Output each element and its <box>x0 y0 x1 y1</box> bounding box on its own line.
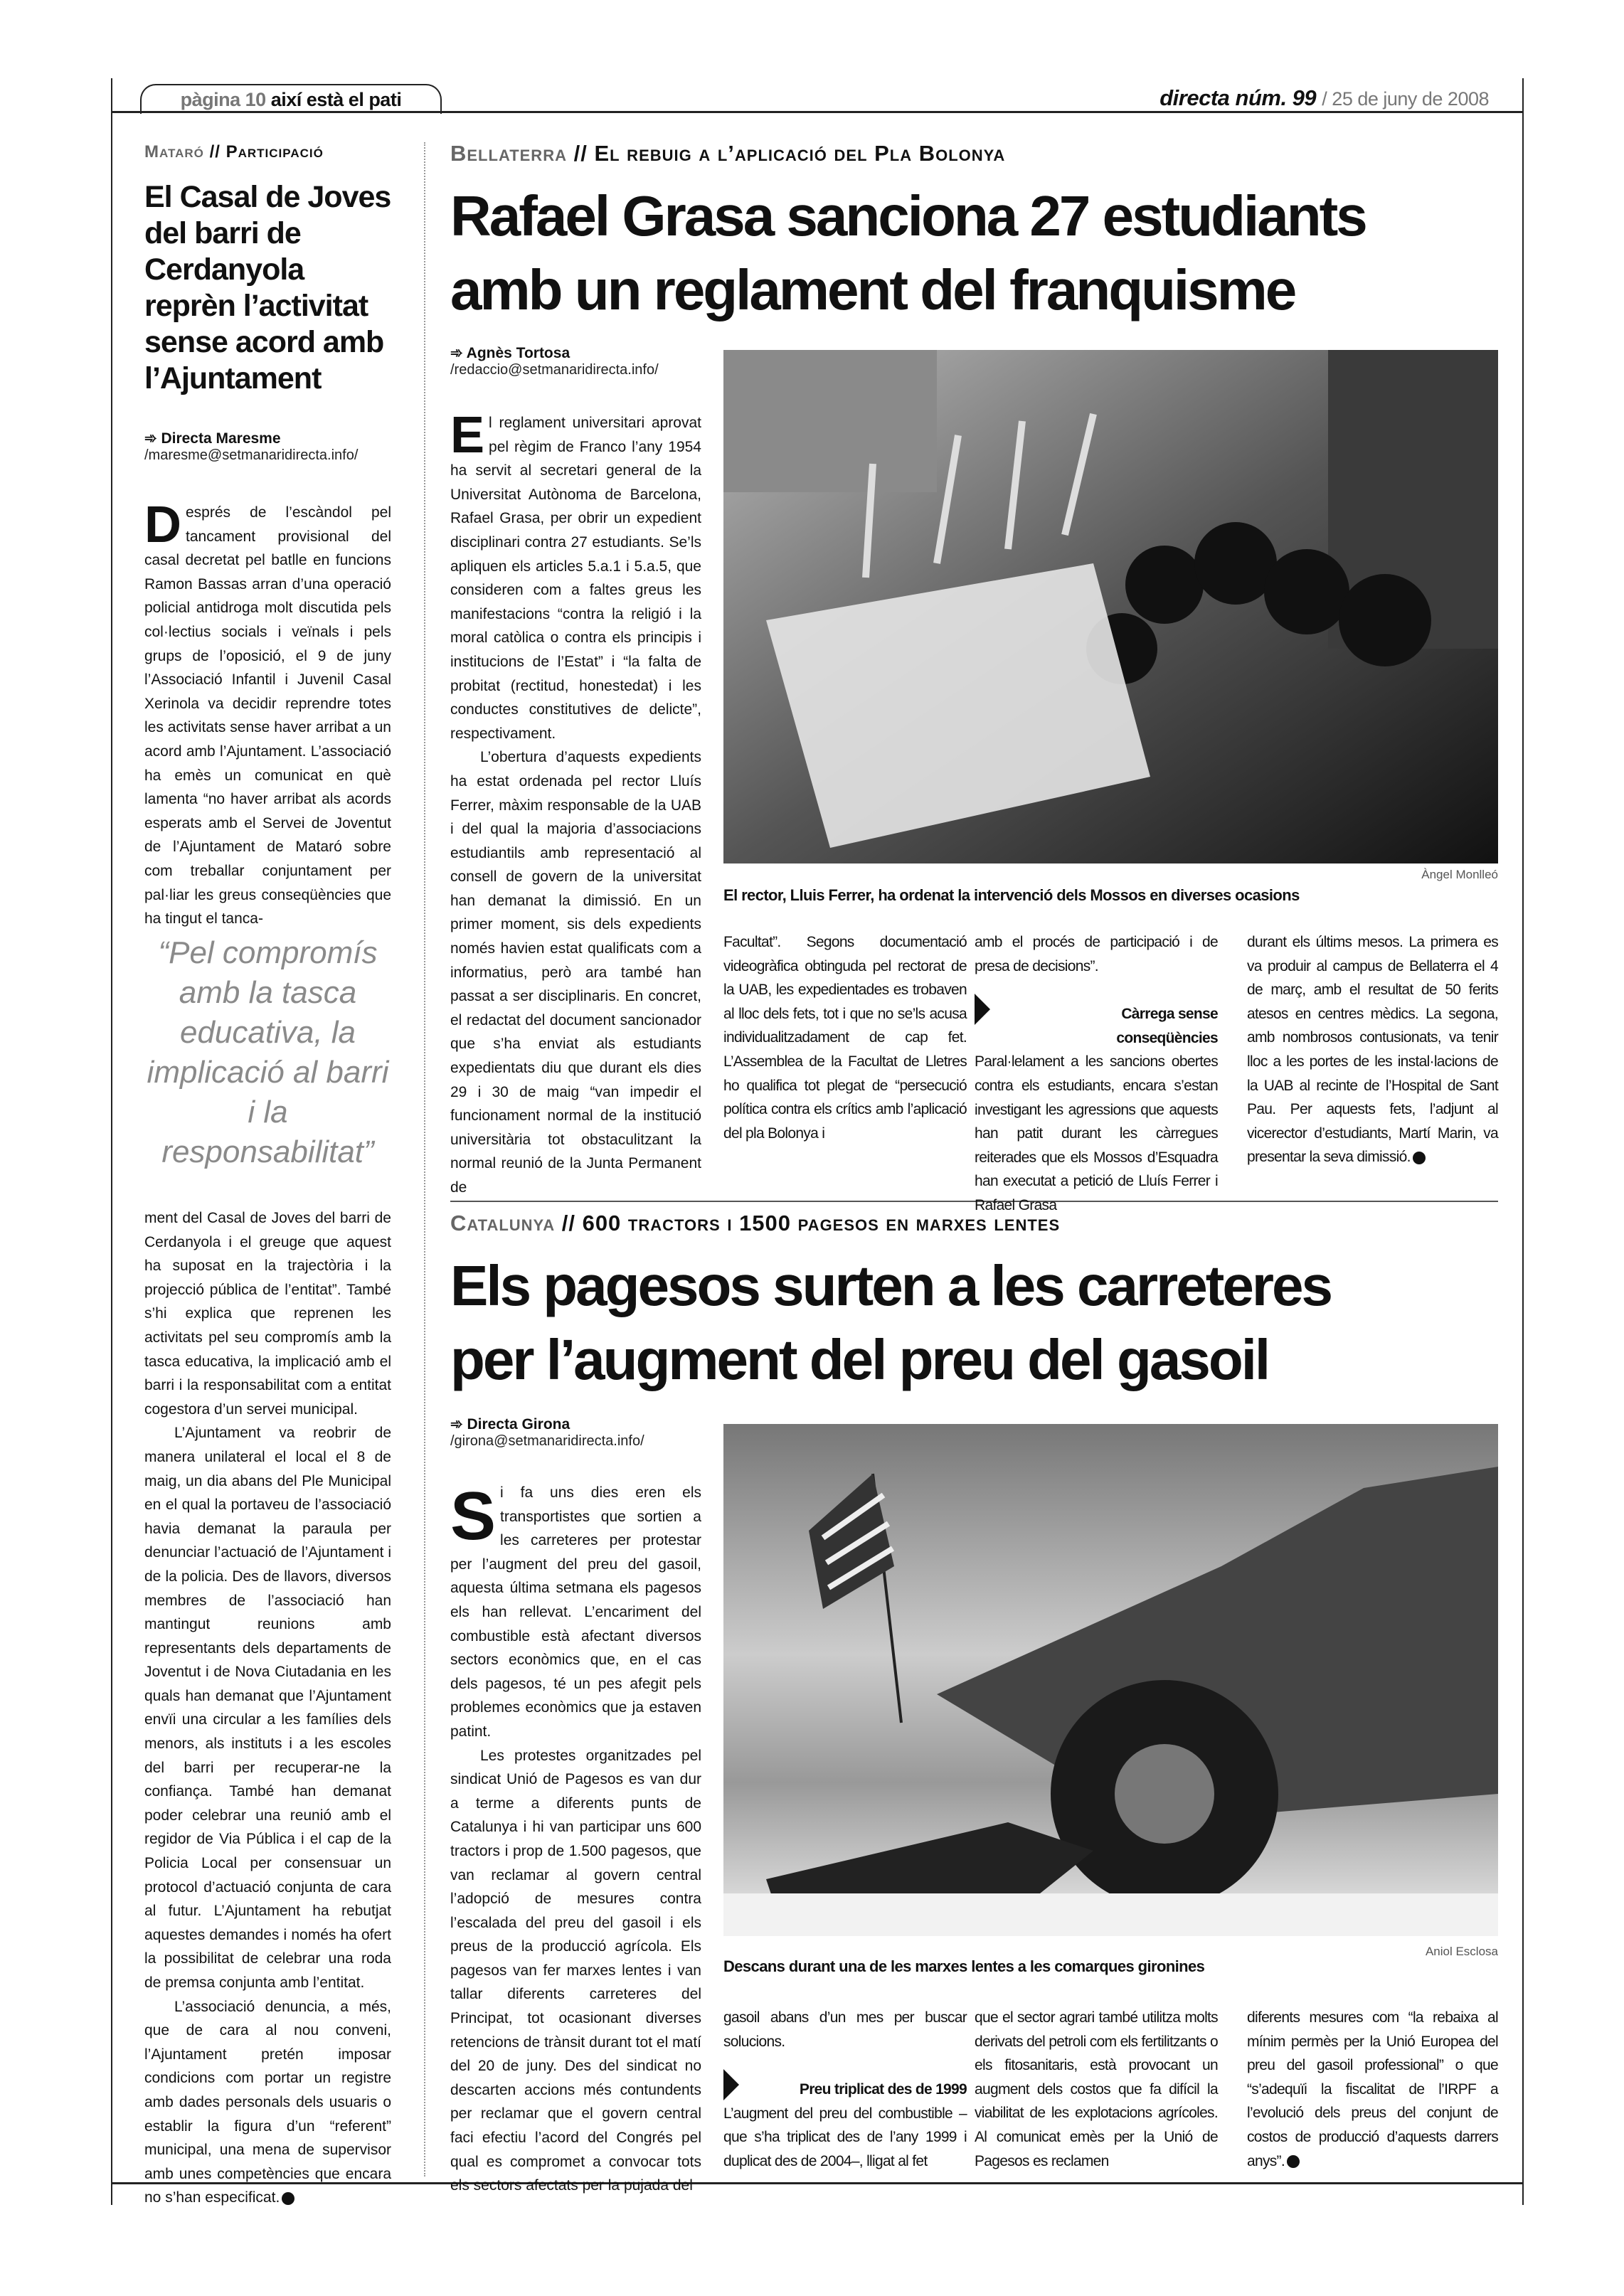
subheading <box>723 2078 967 2102</box>
paragraph: ment del Casal de Joves del barri de Cerdanyola i el greuge que aquest ha suposat en la trajectòria i la projecció pública de l’entitat”. També s’hi explica que reprenen les activitats pel seu compromís amb la tasca educativa, la implicació amb el barri i la responsabilitat com a entitat cogestora d’un servei municipal. <box>144 1210 391 1418</box>
author-email: /redaccio@setmanaridirecta.info/ <box>450 362 659 378</box>
subheading-text: Càrrega sense conseqüències <box>1116 1006 1218 1046</box>
headline-line: amb un reglament del franquisme <box>450 258 1295 321</box>
paragraph: gasoil abans d’un mes per buscar solucions. <box>723 2009 967 2050</box>
kicker-separator: // <box>561 1211 575 1235</box>
masthead <box>1159 84 1489 113</box>
article1-col1 <box>450 407 701 1200</box>
author-email: /girona@setmanaridirecta.info/ <box>450 1433 644 1449</box>
article2-col1 <box>450 1478 701 2198</box>
article1-col3 <box>975 930 1218 1218</box>
author-name: Directa Maresme <box>161 430 281 447</box>
kicker-separator: // <box>209 142 221 161</box>
paragraph: Paral·lelament a les sancions obertes contra els estudiants, encara s’estan investigant les agressions que aquests han patit durant les càrregues reiterades que els Mossos d’Esquadra han executat a petició de Lluís Ferrer i Rafael Grasa <box>975 1053 1218 1213</box>
sidebar-body-top <box>144 496 391 931</box>
paragraph: que el sector agrari també utilitza molts derivats del petroli com els fertilitzants o els fitosanitaris, està provocant un augment dels costos que fa difícil la viabilitat de les explotacions agrícoles. Al comunicat emès per la Unió de Pagesos es reclamen <box>975 2009 1218 2169</box>
section-name: així està el pati <box>270 89 402 110</box>
photo-caption: Descans durant una de les marxes lentes a les comarques gironines <box>723 1957 1205 1975</box>
article1-headline <box>450 179 1366 327</box>
kicker-topic: El rebuig a l’aplicació del Pla Bolonya <box>594 141 1006 166</box>
article1-col4 <box>1247 930 1498 1169</box>
triangle-marker-icon <box>723 2069 739 2100</box>
paragraph <box>1247 2006 1498 2173</box>
kicker-topic: 600 tractors i 1500 pagesos en marxes lentes <box>582 1211 1061 1235</box>
triangle-marker-icon <box>975 994 990 1025</box>
photo-credit: Aniol Esclosa <box>1425 1945 1498 1958</box>
sidebar-body-bottom <box>144 1206 391 2210</box>
sidebar-kicker <box>144 142 324 162</box>
publication-issue: directa núm. 99 <box>1159 85 1317 110</box>
article2-col4 <box>1247 2006 1498 2173</box>
kicker-separator: // <box>573 141 588 166</box>
subheading-text: Preu triplicat des de 1999 <box>799 2081 967 2098</box>
sidebar-headline: El Casal de Joves del barri de Cerdanyola reprèn l’activitat sense acord amb l’Ajuntament <box>144 180 391 395</box>
paragraph: L’augment del preu del combustible –que s’ha triplicat des de l’any 1999 i duplicat des de 2004–, lligat al fet <box>723 2105 967 2169</box>
pointing-hand-icon: ➾ <box>144 430 161 447</box>
article1-byline <box>450 344 706 378</box>
headline-line: per l’augment del preu del gasoil <box>450 1328 1269 1391</box>
paragraph: esprés de l’escàndol pel tancament provisional del casal decretat pel batlle en funcions Ramon Bassas arran d’una operació policial antidroga molt discutida pels col·lectius socials i veïnals i pels grups de l’oposició, el 9 de juny l’Associació Infantil i Juvenil Casal Xerinola va decidir reprendre totes les activitats sense haver arribat a un acord amb l’Ajuntament. L’associació ha emès un comunicat en què lamenta “no haver arribat als acords esperats amb el Servei de Joventut de l’Ajuntament de Mataró sobre com treballar conjuntament per pal·liar les greus conseqüències que ha tingut el tanca- <box>144 504 391 928</box>
author-name: Directa Girona <box>467 1416 570 1433</box>
article2-col3 <box>975 2006 1218 2173</box>
author-email: /maresme@setmanaridirecta.info/ <box>144 447 359 463</box>
paragraph: L’Ajuntament va reobrir de manera unilateral el local el 8 de maig, un dia abans del Ple Municipal en el qual la portaveu de l’associació havia demanat la paraula per denunciar l’actuació de l’Ajuntament i de la policia. Des de llavors, diversos membres de l’associació han mantingut reunions amb representants dels departaments de Joventut i de Nova Ciutadania en les quals han demanat que l’Ajuntament envïi una circular a les famílies dels menors, als instituts i a les escoles del barri per recuperar-ne la confiança. També han demanat poder celebrar una reunió amb el regidor de Via Pública i el cap de la Policia Local per consensuar un protocol d’actuació conjunta de cara al futur. L’Ajuntament ha rebutjat aquestes demandes i només ha ofert la possibilitat de celebrar una roda de premsa conjunta amb l’entitat. <box>144 1425 391 1991</box>
page-border-right <box>1522 78 1524 2205</box>
paragraph <box>144 1995 391 2210</box>
paragraph: i fa uns dies eren els transportistes que sortien a les carreteres per protestar per l’augment del preu del gasoil, aquesta última setmana els pagesos els han rellevat. L’encariment del combustible està afectant diversos sectors econòmics que, en el cas dels pagesos, té un pes afegit pels problemes econòmics que ja estaven patint. <box>450 1484 701 1740</box>
end-mark-icon <box>282 2192 294 2205</box>
article2-byline <box>450 1415 706 1450</box>
end-mark-icon <box>1413 1152 1426 1164</box>
pointing-hand-icon: ➾ <box>450 1416 467 1433</box>
drop-cap: D <box>144 496 181 553</box>
paragraph: Les protestes organitzades pel sindicat Unió de Pagesos es van dur a terme a diferents punts de Catalunya i hi van participar uns 600 tractors i prop de 1.500 pagesos, que van reclamar al govern central l’adopció de mesures contra l’escalada del preu del gasoil i els preus de la producció agrícola. Els pagesos van fer marxes lentes i van tallar diferents carreteres del Principat, tot ocasionant diverses retencions de trànsit durant tot el matí del 20 de juny. Des del sindicat no descarten accions més contundents per reclamar que el govern central faci efectiu l’acord del Congrés pel qual es compromet a convocar tots els sectors afectats per la pujada del <box>450 1747 701 2194</box>
kicker-topic: Participació <box>225 142 324 161</box>
photo-caption: El rector, Lluis Ferrer, ha ordenat la intervenció dels Mossos en diverses ocasions <box>723 886 1300 904</box>
column-divider <box>424 142 425 2177</box>
pull-quote: “Pel compromís amb la tasca educativa, la implicació al barri i la responsabilitat” <box>147 935 389 1169</box>
sidebar-byline <box>144 430 400 464</box>
kicker-place: Catalunya <box>450 1211 556 1235</box>
paragraph-text: L’associació denuncia, a més, que de cara al nou conveni, l’Ajuntament pretén imposar condicions com portar un registre amb dades personals dels usuaris o establir la figura d’un “referent” municipal, una mena de supervisor amb unes competències que encara no s’han especificat. <box>144 1998 391 2206</box>
paragraph: Facultat”. Segons documentació videogràfica obtinguda pel rectorat de la UAB, les expedientades es trobaven al lloc dels fets, tot i que no se’ls acusa individualitzadament de cap fet. L’Assemblea de la Facultat de Lletres ho qualifica tot plegat de “persecució política contra els crítics amb l’aplicació del pla Bolonya i <box>723 934 967 1142</box>
headline-line: Rafael Grasa sanciona 27 estudiants <box>450 184 1366 248</box>
end-mark-icon <box>1287 2155 1300 2168</box>
photo-credit: Àngel Monlleó <box>1421 868 1498 881</box>
article1-col2 <box>723 930 967 1145</box>
kicker-place: Mataró <box>144 142 204 161</box>
article2-kicker <box>450 1211 1060 1236</box>
drop-cap: S <box>450 1478 497 1554</box>
paragraph: L’obertura d’aquests expedients ha estat ordenada pel rector Lluís Ferrer, màxim responsable de la UAB i del qual la majoria d’associacions estudiantils amb representació al consell de govern de la universitat han demanat la dimissió. En un primer moment, sis dels expedients només havien estat qualificats com a informatius, però ara també han passat a ser disciplinaris. En concret, el redactat del document sancionador que s’ha enviat als estudiants expedientats diu que durant els dies 29 i 30 de maig “van impedir el funcionament normal de la institució universitària tot obstaculitzant la normal reunió de la Junta Permanent de <box>450 749 701 1196</box>
section-tab <box>140 84 442 114</box>
protest-photo <box>723 350 1498 863</box>
kicker-place: Bellaterra <box>450 141 567 166</box>
paragraph: amb el procés de participació i de presa de decisions”. <box>975 934 1218 974</box>
issue-date: / 25 de juny de 2008 <box>1322 88 1489 110</box>
subheading <box>975 1002 1218 1050</box>
page-border-left <box>111 78 112 2205</box>
pointing-hand-icon: ➾ <box>450 345 467 361</box>
drop-cap: E <box>450 407 485 464</box>
paragraph: l reglament universitari aprovat pel règim de Franco l’any 1954 ha servit al secretari general de la Universitat Autònoma de Barcelona, Rafael Grasa, per obrir un expedient disciplinari contra 27 estudiants. Se’ls apliquen els articles 5.a.1 i 5.a.5, que consideren com a faltes greus les manifestacions “contra la religió i la moral catòlica o contra els principis i institucions de l’Estat” i “la falta de probitat (rectitud, honestedat) i les conductes constitutives de delicte”, respectivament. <box>450 415 701 742</box>
article2-col2 <box>723 2006 967 2174</box>
paragraph-text: durant els últims mesos. La primera es va produir al campus de Bellaterra el 4 de març, amb el resultat de 50 ferits atesos en centres mèdics. La segona, amb nombrosos contusionats, va tenir lloc a les portes de les instal·lacions de la UAB al recinte de l’Hospital de Sant Pau. Per aquests fets, l’adjunt al vicerector d’estudiants, Martí Marin, va presentar la seva dimissió. <box>1247 934 1498 1166</box>
tractor-photo <box>723 1424 1498 1936</box>
paragraph-text: diferents mesures com “la rebaixa al mínim permès per la Unió Europea del preu del gasoil professional” o que “s’adequïi la fiscalitat de l’IRPF a l’evolució dels preus del conjunt de costos de producció d’aquests darrers anys”. <box>1247 2009 1498 2169</box>
paragraph <box>1247 930 1498 1169</box>
article1-kicker <box>450 141 1005 166</box>
article2-headline <box>450 1249 1331 1397</box>
page-number: pàgina 10 <box>180 89 266 110</box>
author-name: Agnès Tortosa <box>466 345 570 361</box>
headline-line: Els pagesos surten a les carreteres <box>450 1254 1331 1317</box>
